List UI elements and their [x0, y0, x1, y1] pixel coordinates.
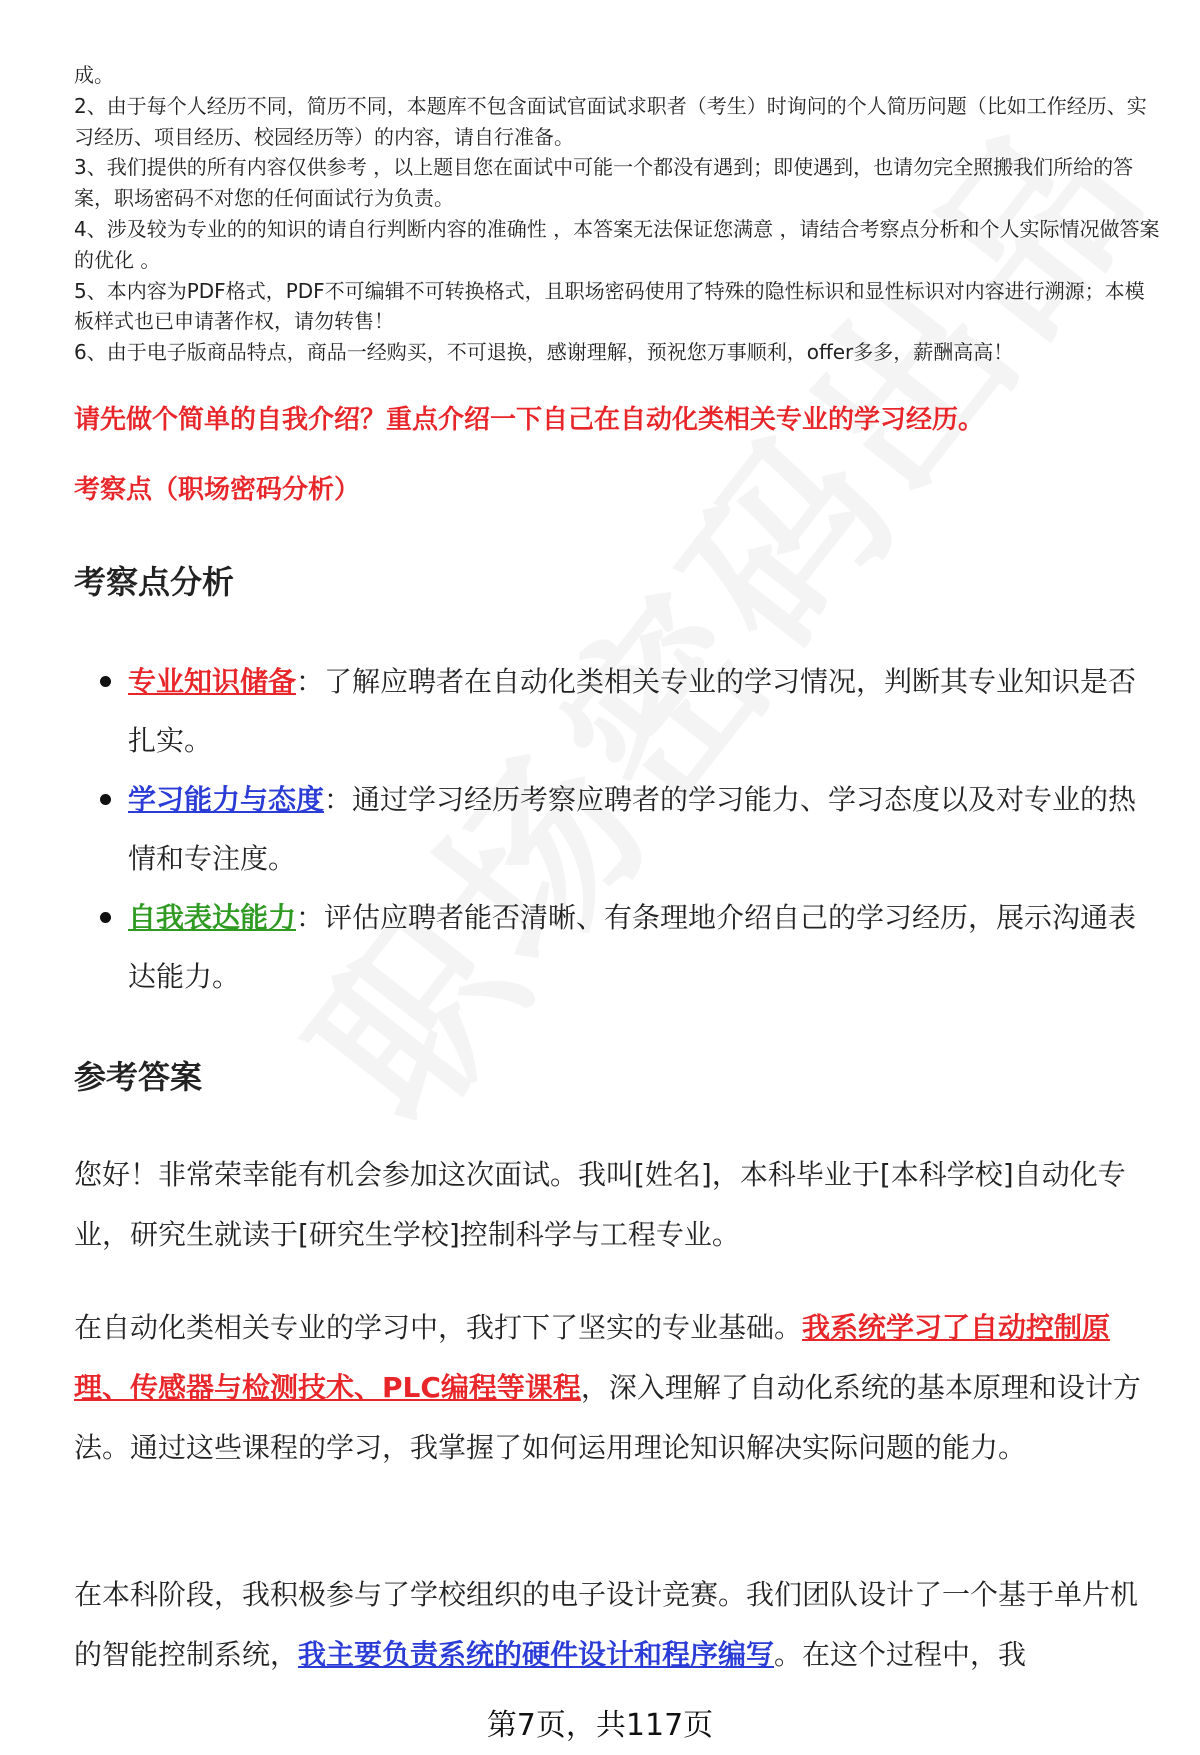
- note-line: 2、由于每个人经历不同，简历不同，本题库不包含面试官面试求职者（考生）时询问的个人简历问题（比如工作经历、实习经历、项目经历、校园经历等）的内容，请自行准备。: [74, 93, 1147, 149]
- answer-text: 。在这个过程中，我: [774, 1638, 1027, 1671]
- page-number: 第7页，共117页: [486, 1708, 714, 1743]
- answer-highlight: 我系统学习了自动控制原理、传感器与检测技术、PLC编程等课程: [74, 1311, 1111, 1404]
- analysis-text: ：评估应聘者能否清晰、有条理地介绍自己的学习经历，展示沟通表达能力。: [128, 901, 1137, 993]
- analysis-text: ：通过学习经历考察应聘者的学习能力、学习态度以及对专业的热情和专注度。: [128, 783, 1137, 875]
- answer-paragraph-2: [74, 1298, 1164, 1478]
- bullet-icon: [100, 676, 111, 687]
- interview-question: 请先做个简单的自我介绍？重点介绍一下自己在自动化类相关专业的学习经历。: [74, 405, 985, 435]
- analysis-keyword: 专业知识储备: [128, 665, 297, 698]
- note-line: 成。: [74, 63, 114, 87]
- answer-text: 在本科阶段，我积极参与了学校组织的电子设计竞赛。我们团队设计了一个基于单片机的智能控制系统，: [74, 1578, 1139, 1671]
- answer-paragraph-1: 您好！非常荣幸能有机会参加这次面试。我叫[姓名]，本科毕业于[本科学校]自动化专业，研究生就读于[研究生学校]控制科学与工程专业。: [74, 1158, 1126, 1251]
- bullet-icon: [100, 912, 111, 923]
- list-item: [74, 888, 1164, 1006]
- list-item: [74, 770, 1164, 888]
- answer-text: 在自动化类相关专业的学习中，我打下了坚实的专业基础。: [74, 1311, 803, 1344]
- answer-text: ，深入理解了自动化系统的基本原理和设计方法。通过这些课程的学习，我掌握了如何运用理论知识解决实际问题的能力。: [74, 1371, 1141, 1464]
- note-line: 5、本内容为PDF格式，PDF不可编辑不可转换格式，且职场密码使用了特殊的隐性标识和显性标识对内容进行溯源；本模板样式也已申请著作权，请勿转售！: [74, 278, 1145, 334]
- note-line: 4、涉及较为专业的的知识的请自行判断内容的准确性 ，本答案无法保证您满意 ，请结合考察点分析和个人实际情况做答案的优化 。: [74, 216, 1160, 272]
- notes-section: [74, 60, 1164, 368]
- list-item: [74, 652, 1164, 770]
- note-line: 3、我们提供的所有内容仅供参考 ，以上题目您在面试中可能一个都没有遇到；即使遇到，也请勿完全照搬我们所给的答案，职场密码不对您的任何面试行为负责。: [74, 155, 1134, 211]
- answer-paragraph-3: [74, 1565, 1164, 1685]
- bullet-icon: [100, 794, 111, 805]
- answer-highlight: 我主要负责系统的硬件设计和程序编写: [298, 1638, 775, 1671]
- answer-heading: 参考答案: [74, 1058, 203, 1096]
- analysis-keyword: 学习能力与态度: [128, 783, 325, 816]
- analysis-list: [74, 652, 1164, 1006]
- note-line: 6、由于电子版商品特点，商品一经购买，不可退换，感谢理解，预祝您万事顺利，offer多多，薪酬高高！: [74, 340, 1014, 365]
- analysis-keyword: 自我表达能力: [128, 901, 297, 934]
- exam-point-label: 考察点（职场密码分析）: [74, 475, 361, 505]
- analysis-heading: 考察点分析: [74, 563, 235, 601]
- analysis-text: ：了解应聘者在自动化类相关专业的学习情况，判断其专业知识是否扎实。: [128, 665, 1137, 757]
